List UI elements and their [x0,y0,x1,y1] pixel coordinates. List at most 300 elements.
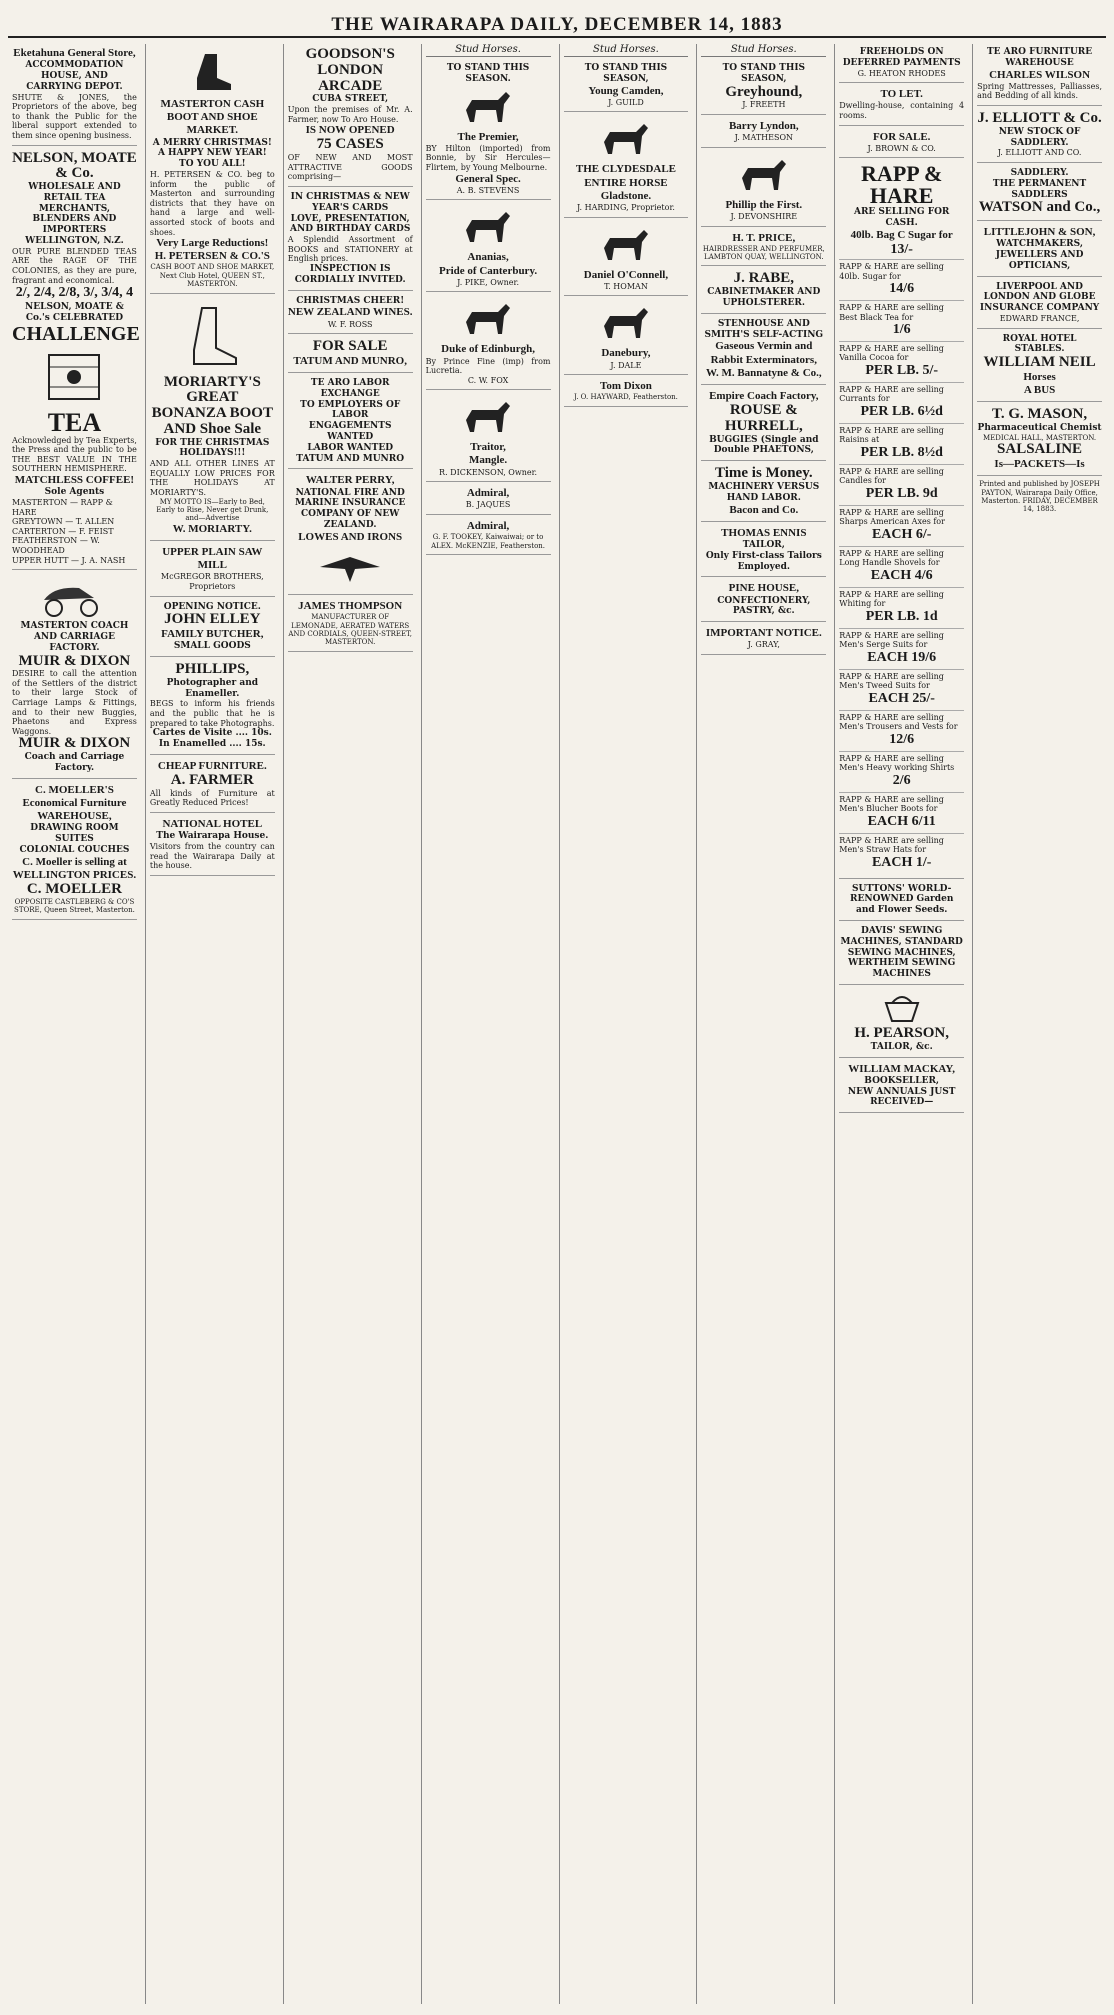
ad-title: Duke of Edinburgh, [441,343,535,356]
owner-name: JOHN ELLEY [164,611,261,628]
ad-price-hairdresser [701,229,826,267]
price-item [839,505,964,546]
ad-subtitle: MACHINERY VERSUS HAND LABOR. [708,482,820,503]
ad-title: C. MOELLER'S Economical Furniture WAREHOUSE, [22,783,127,823]
ad-title: WALTER PERRY, [305,474,395,487]
ad-title: J. ELLIOTT & Co. [977,109,1102,126]
price-item [839,423,964,464]
ad-title: J. RABE, [733,270,795,287]
ad-daniel-oconnell [564,220,689,297]
shoe-icon [182,302,242,372]
ad-admiral-2 [426,517,551,555]
price-item-price: EACH 4/6 [870,568,933,583]
horse-illustration [426,300,551,340]
owner-name: A. FARMER [170,771,254,788]
motto: MY MOTTO IS—Early to Bed, Early to Rise, Never get Drunk, and—Advertise [156,497,269,523]
firm-name: TATUM AND MUNRO [296,453,405,464]
ad-subtitle: TO EMPLOYERS OF LABOR [300,399,401,421]
firm-name: WATSON and Co., [978,199,1101,216]
ad-mason-chemist [977,404,1102,476]
price-item-label: RAPP & HARE are selling Men's Trousers and Vests for [839,712,958,732]
price-item-price: EACH 19/6 [867,649,937,665]
ad-title: The Premier, [457,130,519,143]
price-item-price: EACH 1/- [871,854,932,870]
ad-cheap-furniture [150,757,275,813]
ad-subtitle: DRAWING ROOM SUITES [30,823,119,845]
ad-title: MORIARTY'S GREAT BONANZA BOOT AND Shoe Sale [151,373,273,437]
agents-heading: Sole Agents [44,487,105,498]
ad-title: T. G. MASON, [991,406,1088,423]
ad-body: BUGGIES (Single and Double PHAETONS, [709,434,819,456]
ad-walter-perry [288,471,413,595]
ad-title: Admiral, [466,487,510,500]
price-list: Cartes de Visite .... 10s. In Enamelled .... 15s. [152,728,272,749]
owner-name: J. PIKE, Owner. [457,277,520,287]
price-item-price: EACH 6/11 [867,813,936,829]
ad-subtitle-2: ENGAGEMENTS WANTED [308,421,392,443]
boot-icon [187,50,237,95]
sugar-price: 13/- [890,242,913,258]
column-heading: Stud Horses. [701,44,826,57]
price-item [839,587,964,628]
ad-subtitle: Pharmaceutical Chemist [977,423,1102,434]
ad-note: Acknowledged by Tea Experts, the Press and the public to be THE BEST VALUE IN THE SOUTHERN HEMISPHERE. [12,435,137,474]
ad-subtitle-2: MEDICAL HALL, MASTERTON. [983,433,1097,442]
owner-name: J. DALE [610,360,642,370]
firm-name: ROUSE & HURRELL, [724,402,803,434]
ad-title: Young Camden, [588,84,664,97]
carriage-illustration [12,578,137,618]
ad-barry-lyndon [701,117,826,148]
column-2 [145,44,279,2004]
price-item-label: RAPP & HARE are selling Raisins at [839,425,944,445]
eagle-icon [315,547,385,587]
ad-body: AND ALL OTHER LINES AT EQUALLY LOW PRICES FOR THE HOLIDAYS AT MORIARTY'S. [149,459,275,498]
price-item-price: PER LB. 9d [865,486,938,502]
ad-mackay-bookseller [839,1060,964,1114]
ad-duke-of-edinburgh [426,294,551,390]
address: OPPOSITE CASTLEBERG & CO'S STORE, Queen Street, Masterton. [14,897,135,915]
ad-body: Only First-class Tailors Employed. [705,550,822,572]
ad-title: LIVERPOOL AND LONDON AND GLOBE INSURANCE COMPANY [979,281,1100,314]
agent-line: GREYTOWN — T. ALLEN [12,517,115,527]
ad-title: ROYAL HOTEL STABLES. [1002,333,1077,355]
ad-gladstone [564,114,689,217]
columns [8,44,1106,2004]
horse-icon [596,120,656,160]
agent-line: CARTERTON — F. FEIST [12,526,114,536]
horse-illustration [564,120,689,160]
ad-ross-wines [288,293,413,335]
price-item-price: 2/6 [892,772,911,788]
ad-subtitle: LOVE, PRESENTATION, AND BIRTHDAY CARDS [290,213,411,235]
ad-title: Admiral, [466,520,510,533]
owner-name: W. MORIARTY. [172,522,252,535]
price-item-label: RAPP & HARE are selling Men's Straw Hats for [839,835,944,855]
challenge-heading: CHALLENGE [12,322,140,345]
owner-name: A. B. STEVENS [456,185,520,195]
ad-subtitle: NEW STOCK OF SADDLERY. [998,126,1081,148]
ad-subtitle: TAILOR, &c. [870,1041,933,1052]
ad-royal-hotel-stables [977,331,1102,403]
owner-name: J. DEVONSHIRE [730,211,798,221]
firm-name: LOWES AND IRONS [298,530,403,543]
horse-illustration [426,398,551,438]
ad-subtitle-2: SMALL GOODS [173,641,251,652]
ad-subtitle: Horses [1023,370,1056,383]
owner-name: J. HARDING, Proprietor. [576,202,675,212]
ad-title: Eketahuna General Store, [13,47,136,59]
ad-subtitle: BOOKSELLER, [864,1075,940,1086]
ad-title: PINE HOUSE, [728,582,799,595]
ad-thomas-ennis [701,524,826,578]
ad-subtitle: TAILOR, [742,539,785,550]
price-item-label: RAPP & HARE are selling Candles for [839,466,944,486]
brand-line: NELSON, MOATE & Co.'s CELEBRATED [25,302,124,323]
firm-name-2: MUIR & DIXON [18,735,131,752]
ad-body: SHUTE & JONES, the Proprietors of the above, beg to thank the Public for the liberal support extended to them since opening business. [12,92,137,140]
price-item-price: PER LB. 8½d [860,445,943,461]
ad-subtitle-2: NEW ANNUALS JUST RECEIVED— [847,1086,956,1108]
price-item-price: 14/6 [889,281,915,297]
ad-labor-exchange [288,375,413,469]
ad-title: SADDLERY. [1010,167,1069,178]
ad-littlejohn [977,223,1102,277]
ad-body: Visitors from the country can read the Wairarapa Daily at the house. [149,841,275,871]
price-item [839,710,964,751]
ad-title: MASTERTON COACH AND CARRIAGE FACTORY. [20,621,129,653]
ad-ananias [426,202,551,292]
column-5 [559,44,693,2004]
owner-name: J. FREETH [742,100,786,110]
ad-time-is-money [701,463,826,522]
ad-title: JAMES THOMPSON [298,599,403,612]
agent-name: EDWARD FRANCE, [999,314,1080,324]
ad-pine-house [701,579,826,622]
price-item-label: RAPP & HARE are selling Long Handle Shovels for [839,548,944,568]
ad-exterminators [701,316,826,385]
ad-goodsons-arcade [288,44,413,187]
agent-line: FEATHERSTON — W. WOODHEAD [12,536,100,555]
ad-title: RAPP & HARE [861,161,943,209]
price-item-label: RAPP & HARE are selling 40lb. Sugar for [839,261,944,281]
price-item-label: RAPP & HARE are selling Men's Serge Suits for [839,630,944,650]
price-item-price: 1/6 [892,322,911,338]
price-item-price: 12/6 [889,731,915,747]
owner-name: C. MOELLER [26,881,122,898]
ad-body: Spring Mattresses, Palliasses, and Bedding of all kinds. [977,81,1102,101]
horse-icon [458,88,518,128]
price-item [839,833,964,874]
agent-line: MASTERTON — RAPP & HARE [12,497,113,517]
price-item-label: RAPP & HARE are selling Vanilla Cocoa for [839,343,944,363]
horse-illustration [426,88,551,128]
ad-title: Time is Money. [714,465,813,482]
boot-illustration [150,50,275,95]
ad-body: DESIRE to call the attention of the Settlers of the district to their large Stock of Carriage Lamps & Fittings, and to their new Buggies, Phaetons and Express Waggons. [12,669,137,736]
price-item [839,259,964,300]
ad-title: FOR SALE. [872,130,931,143]
ad-title: TE ARO FURNITURE WAREHOUSE [986,47,1093,68]
ad-title: GOODSON'S LONDON ARCADE [305,46,395,94]
horse-icon [458,208,518,248]
ad-greyhound [701,60,826,115]
tea-prices: 2/, 2/4, 2/8, 3/, 3/4, 4 [15,285,134,301]
ad-empire-coach [701,387,826,461]
ad-phillip-the-first [701,150,826,227]
ad-subtitle: HAIRDRESSER AND PERFUMER, LAMBTON QUAY, WELLINGTON. [702,244,825,262]
price-item-price: PER LB. 6½d [860,404,943,420]
ad-title: Ananias, [467,251,509,264]
ad-title: H. T. PRICE, [732,231,796,244]
ad-to-let [839,85,964,125]
ad-thompson-lemonade [288,597,413,652]
firm-name: H. PETERSEN & CO.'S [154,250,270,263]
ad-title: Phillip the First. [725,198,803,211]
ad-title: THE CLYDESDALE ENTIRE HORSE Gladstone. [575,163,677,202]
ad-subtitle: General Spec. [455,172,521,185]
ad-title: Daniel O'Connell, [583,268,669,281]
ad-title: SUTTONS' WORLD-RENOWNED Garden and Flower Seeds. [850,883,954,916]
ad-young-camden [564,60,689,112]
ad-important-notice [701,624,826,655]
ad-subtitle: Mangle. [468,454,508,467]
greeting-1: A MERRY CHRISTMAS! [152,137,272,148]
price-item-label: RAPP & HARE are selling Whiting for [839,589,944,609]
ad-subtitle: CONFECTIONERY, PASTRY, &c. [717,595,811,617]
owner-name: J. GUILD [608,97,644,107]
price-item [839,669,964,710]
price-item [839,300,964,341]
ad-subtitle: Gaseous Vermin and Rabbit Exterminators, [710,340,817,366]
shoe-illustration [150,302,275,372]
owner-name: C. W. FOX [467,375,509,385]
firm-name: W. M. Bannatyne & Co., [705,366,822,379]
firm-name: McGREGOR BROTHERS, Proprietors [160,572,264,591]
ad-title: UPPER PLAIN SAW MILL [162,545,263,572]
ad-intro: TO STAND THIS SEASON, [722,63,806,84]
owner-name: R. DICKENSON, Owner. [439,467,538,477]
column-8 [972,44,1106,2004]
price-item [839,546,964,587]
ad-title: STENHOUSE AND SMITH'S SELF-ACTING [704,318,824,340]
ad-national-hotel [150,815,275,876]
column-1 [8,44,141,2004]
ad-title: Tom Dixon [600,380,652,393]
ad-subtitle: Very Large Reductions! [156,237,269,250]
ad-title: TO LET. [880,88,923,101]
owner-name: J. MATHESON [734,133,794,143]
horse-icon [734,156,794,196]
ad-subtitle: MANUFACTURER OF LEMONADE, AERATED WATERS AND CORDIALS, QUEEN-STREET, MASTERTON. [288,613,412,647]
ad-for-sale [288,336,413,373]
ad-body: By Prince Fine (imp) from Lucretia. [425,356,551,376]
ad-body: BEGS to inform his friends and the public that he is prepared to take Photographs. [149,699,275,728]
price-item-price: EACH 6/- [871,527,932,543]
price-item-label: RAPP & HARE are selling Currants for [839,384,944,404]
ad-subtitle: NATIONAL FIRE AND MARINE INSURANCE COMPANY OF NEW ZEALAND. [295,487,406,530]
ad-rapp-hare [839,160,964,878]
column-3 [283,44,417,2004]
ad-body-2: OF NEW AND MOST ATTRACTIVE GOODS comprising— [287,153,413,182]
ad-rabe [701,268,826,313]
ad-title: CHRISTMAS CHEER! [296,295,405,306]
ad-saw-mill [150,543,275,597]
address: CASH BOOT AND SHOE MARKET, Next Club Hotel, QUEEN ST., MASTERTON. [150,263,275,289]
ad-subtitle: THE PERMANENT SADDLERS [992,178,1087,200]
ad-subtitle: NEW ZEALAND WINES. [287,306,413,319]
owner-name: B. JAQUES [465,500,511,510]
basket-icon [882,993,922,1023]
firm-name: Bacon and Co. [729,503,799,516]
firm-name: MUIR & DIXON [18,652,131,669]
ad-subtitle: The Wairarapa House. [156,831,269,842]
column-heading: Stud Horses. [564,44,689,57]
tea-heading: TEA [47,407,102,437]
ad-title: MASTERTON CASH BOOT AND SHOE MARKET. [160,98,265,137]
matchless-coffee: MATCHLESS COFFEE! [14,473,135,486]
price-item-label: RAPP & HARE are selling Men's Heavy working Shirts [839,753,955,773]
ad-title: FOR SALE [312,338,388,355]
ad-title: WILLIAM MACKAY, [848,1062,956,1075]
price-item-price: EACH 25/- [868,690,935,706]
ad-body: A Splendid Assortment of BOOKS and STATIONERY at English prices. [287,235,413,264]
ad-christmas-cards [288,189,413,291]
agent-line: UPPER HUTT — J. A. NASH [12,555,126,565]
column-7 [834,44,968,2004]
ad-title: OPENING NOTICE. [163,601,261,612]
ad-phillips-photo [150,659,275,755]
product-name: SALSALINE [997,441,1083,458]
ad-subtitle-2: A BUS [1023,384,1056,397]
ad-body: OUR PURE BLENDED TEAS ARE the RAGE OF THE COLONIES, as they are pure, fragrant and economical. [12,246,137,285]
ad-elliott-saddlery [977,108,1102,163]
horse-illustration [564,226,689,266]
firm-name: J. BROWN & CO. [867,143,936,153]
ad-subtitle-2: COLONIAL COUCHES [19,844,130,855]
horse-illustration [426,208,551,248]
ad-pearson-tailor [839,987,964,1058]
price-item [839,751,964,792]
owner-name: G. F. TOOKEY, Kaiwaiwai; or to ALEX. McKENZIE, Featherston. [431,533,546,550]
ad-title: NELSON, MOATE & Co. [12,149,137,182]
price-item [839,792,964,833]
masthead [8,6,1106,38]
ad-moriarty [150,296,275,541]
ad-subtitle: WHOLESALE AND RETAIL TEA MERCHANTS, BLENDERS AND IMPORTERS WELLINGTON, N.Z. [25,182,124,247]
owner-name: T. HOMAN [604,281,648,291]
tea-chest-illustration [12,347,137,407]
price-item-label: RAPP & HARE are selling Men's Blucher Boots for [839,794,944,814]
ad-title: IMPORTANT NOTICE. [705,627,822,640]
horse-icon [596,226,656,266]
ad-title: Traitor, [470,441,506,454]
masthead-title: THE WAIRARAPA DAILY, DECEMBER 14, 1883 [331,14,783,35]
ad-subtitle: ACCOMMODATION HOUSE, AND CARRYING DEPOT. [25,60,124,92]
ad-title: DAVIS' SEWING MACHINES, STANDARD SEWING MACHINES, WERTHEIM SEWING MACHINES [840,926,963,980]
tea-chest-icon [39,347,109,407]
ad-traitor [426,392,551,482]
ad-title: THOMAS ENNIS [721,526,807,539]
ad-subtitle: FOR THE CHRISTMAS HOLIDAYS!!! [155,437,270,459]
ad-body: Upon the premises of Mr. A. Farmer, now To Aro House. [287,105,413,124]
price-item [839,382,964,423]
ad-body: H. PETERSEN & CO. beg to inform the public of Masterton and surrounding districts that they have on hand a large and well-assorted stock of boots and shoes. [149,169,275,237]
ad-subtitle: CABINETMAKER AND UPHOLSTERER. [707,287,821,309]
ad-moeller-furniture [12,781,137,920]
ad-admiral [426,484,551,515]
ad-title: PHILLIPS, [175,661,250,678]
ad-title: NATIONAL HOTEL [162,817,263,830]
ad-petersen-boot [150,44,275,294]
ad-title: Danebury, [601,347,651,360]
ad-subtitle-3: LABOR WANTED [307,442,393,453]
firm-name: TATUM AND MUNRO, [293,354,407,367]
ad-te-aro-furniture [977,44,1102,106]
greeting-2: A HAPPY NEW YEAR! TO YOU ALL! [157,148,267,170]
ad-title: FREEHOLDS ON DEFERRED PAYMENTS [842,47,961,68]
owner-name: G. HEATON RHODES [857,68,946,78]
price-item [839,628,964,669]
column-4 [421,44,555,2004]
price-item-price: PER LB. 1d [865,608,938,624]
ad-subtitle: Photographer and Enameller. [166,677,259,699]
price-item [839,464,964,505]
basket-illustration [839,993,964,1023]
ad-body: Dwelling-house, containing 4 rooms. [839,101,965,120]
price-item-label: RAPP & HARE are selling Best Black Tea for [839,302,944,322]
ad-coach-factory [12,572,137,779]
ad-nelson-moate [12,148,140,571]
ad-body: All kinds of Furniture at Greatly Reduced Prices! [149,788,275,808]
ad-subtitle: WATCHMAKERS, JEWELLERS AND OPTICIANS, [995,239,1084,271]
ad-subtitle: ARE SELLING FOR CASH. [853,207,950,229]
ad-the-premier [426,60,551,200]
ad-subtitle: Pride of Canterbury. [439,264,538,277]
ad-eketahuna-store [12,44,137,146]
ad-danebury [564,298,689,375]
ad-intro: TO STAND THIS SEASON. [446,63,530,84]
ad-insurance [977,279,1102,329]
ad-subtitle: CUBA STREET, [312,94,389,105]
owner-name: J. GRAY, [747,640,780,650]
ad-watson-saddlers [977,165,1102,221]
ad-title: H. PEARSON, [854,1025,949,1042]
opening-notice: IS NOW OPENED [305,124,395,137]
ad-suttons-seeds [839,881,964,921]
ad-title: CHEAP FURNITURE. [157,759,267,772]
ad-body: C. Moeller is selling at WELLINGTON PRICES. [12,855,137,881]
price-item-label: RAPP & HARE are selling Sharps American Axes for [839,507,945,527]
product-tag: Is—PACKETS—Is [994,458,1085,471]
carriage-icon [34,578,114,618]
ad-title: LITTLEJOHN & SON, [983,226,1096,239]
ad-title: Empire Coach Factory, [709,389,819,402]
horse-icon [458,398,518,438]
horse-illustration [564,304,689,344]
ad-title: IN CHRISTMAS & NEW YEAR'S CARDS [290,191,410,213]
ad-note: INSPECTION IS CORDIALLY INVITED. [294,263,406,285]
ad-subtitle: FAMILY BUTCHER, [161,628,264,641]
ad-title: Greyhound, [725,83,803,100]
rapp-hare-price-list [839,259,964,874]
owner-name: J. O. HAYWARD, Featherston. [573,393,678,402]
price-item-label: RAPP & HARE are selling Men's Tweed Suits for [839,671,944,691]
ad-body: BY Hilton (imported) from Bonnie, by Sir Hercules—Flirtem, by Young Melbourne. [425,143,551,172]
owner-name: WILLIAM NEIL [983,354,1096,371]
cases-count: 75 CASES [316,136,384,153]
ad-tom-dixon [564,377,689,407]
